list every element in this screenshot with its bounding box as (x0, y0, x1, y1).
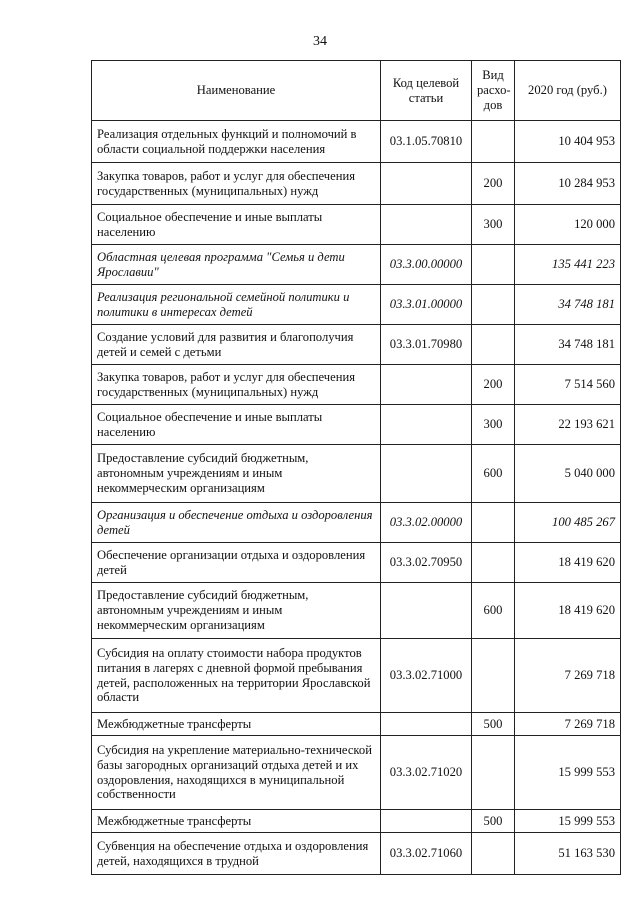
row-code: 03.3.01.70980 (381, 325, 472, 365)
row-type: 600 (472, 583, 515, 639)
row-name: Предоставление субсидий бюджетным, автономным учреждениям и иным некоммерческим организациям (92, 445, 381, 503)
row-code: 03.3.02.71060 (381, 833, 472, 875)
row-amount: 15 999 553 (515, 810, 621, 833)
row-code: 03.3.01.00000 (381, 285, 472, 325)
row-name: Предоставление субсидий бюджетным, автономным учреждениям и иным некоммерческим организациям (92, 583, 381, 639)
row-amount: 5 040 000 (515, 445, 621, 503)
table-row (92, 736, 621, 810)
row-amount: 120 000 (515, 205, 621, 245)
row-type: 500 (472, 810, 515, 833)
table-body (92, 121, 621, 875)
row-type: 200 (472, 365, 515, 405)
row-amount: 10 404 953 (515, 121, 621, 163)
header-name: Наименование (92, 61, 381, 121)
row-name: Закупка товаров, работ и услуг для обеспечения государственных (муниципальных) нужд (92, 365, 381, 405)
row-amount: 51 163 530 (515, 833, 621, 875)
table-row (92, 833, 621, 875)
row-code (381, 365, 472, 405)
row-type: 200 (472, 163, 515, 205)
row-name: Областная целевая программа "Семья и дети Ярославии" (92, 245, 381, 285)
row-name: Социальное обеспечение и иные выплаты населению (92, 405, 381, 445)
table-row (92, 121, 621, 163)
row-code (381, 583, 472, 639)
row-amount: 22 193 621 (515, 405, 621, 445)
row-name: Субвенция на обеспечение отдыха и оздоровления детей, находящихся в трудной (92, 833, 381, 875)
row-code (381, 445, 472, 503)
row-type (472, 639, 515, 713)
row-code: 03.1.05.70810 (381, 121, 472, 163)
row-name: Межбюджетные трансферты (92, 810, 381, 833)
row-type (472, 503, 515, 543)
row-amount: 18 419 620 (515, 583, 621, 639)
row-type (472, 833, 515, 875)
row-amount: 18 419 620 (515, 543, 621, 583)
row-type: 300 (472, 405, 515, 445)
row-name: Социальное обеспечение и иные выплаты населению (92, 205, 381, 245)
table-row (92, 245, 621, 285)
table-row (92, 503, 621, 543)
row-name: Реализация региональной семейной политики и политики в интересах детей (92, 285, 381, 325)
table-row (92, 365, 621, 405)
row-amount: 7 269 718 (515, 639, 621, 713)
table-row (92, 639, 621, 713)
row-type (472, 736, 515, 810)
row-type (472, 121, 515, 163)
table-row (92, 713, 621, 736)
row-name: Закупка товаров, работ и услуг для обеспечения государственных (муниципальных) нужд (92, 163, 381, 205)
row-amount: 34 748 181 (515, 285, 621, 325)
row-code (381, 810, 472, 833)
row-name: Обеспечение организации отдыха и оздоровления детей (92, 543, 381, 583)
row-code (381, 405, 472, 445)
table-row (92, 543, 621, 583)
row-type: 300 (472, 205, 515, 245)
row-code (381, 205, 472, 245)
row-name: Организация и обеспечение отдыха и оздоровления детей (92, 503, 381, 543)
row-code (381, 163, 472, 205)
row-code: 03.3.00.00000 (381, 245, 472, 285)
row-name: Реализация отдельных функций и полномочий в области социальной поддержки населения (92, 121, 381, 163)
table-row (92, 163, 621, 205)
row-amount: 7 514 560 (515, 365, 621, 405)
table-header-row (92, 61, 621, 121)
row-name: Создание условий для развития и благополучия детей и семей с детьми (92, 325, 381, 365)
page-number: 34 (313, 34, 327, 49)
row-type (472, 543, 515, 583)
table-row (92, 205, 621, 245)
row-amount: 100 485 267 (515, 503, 621, 543)
table-row (92, 583, 621, 639)
table-row (92, 810, 621, 833)
row-type (472, 285, 515, 325)
table-row (92, 405, 621, 445)
row-amount: 10 284 953 (515, 163, 621, 205)
row-amount: 15 999 553 (515, 736, 621, 810)
row-code: 03.3.02.00000 (381, 503, 472, 543)
row-amount: 34 748 181 (515, 325, 621, 365)
header-amount: 2020 год (руб.) (515, 61, 621, 121)
row-code: 03.3.02.71000 (381, 639, 472, 713)
row-type (472, 325, 515, 365)
budget-table (91, 60, 621, 875)
row-amount: 135 441 223 (515, 245, 621, 285)
row-amount: 7 269 718 (515, 713, 621, 736)
table-row (92, 285, 621, 325)
header-type: Вид расхо-дов (472, 61, 515, 121)
row-name: Субсидия на укрепление материально-технической базы загородных организаций отдыха детей и их оздоровления, находящихся в муниципальной собственности (92, 736, 381, 810)
row-code: 03.3.02.71020 (381, 736, 472, 810)
header-code: Код целевой статьи (381, 61, 472, 121)
row-type: 600 (472, 445, 515, 503)
row-name: Межбюджетные трансферты (92, 713, 381, 736)
row-code: 03.3.02.70950 (381, 543, 472, 583)
row-type (472, 245, 515, 285)
table-row (92, 445, 621, 503)
row-code (381, 713, 472, 736)
table-row (92, 325, 621, 365)
row-type: 500 (472, 713, 515, 736)
row-name: Субсидия на оплату стоимости набора продуктов питания в лагерях с дневной формой пребывания детей, расположенных на территории Ярославской области (92, 639, 381, 713)
